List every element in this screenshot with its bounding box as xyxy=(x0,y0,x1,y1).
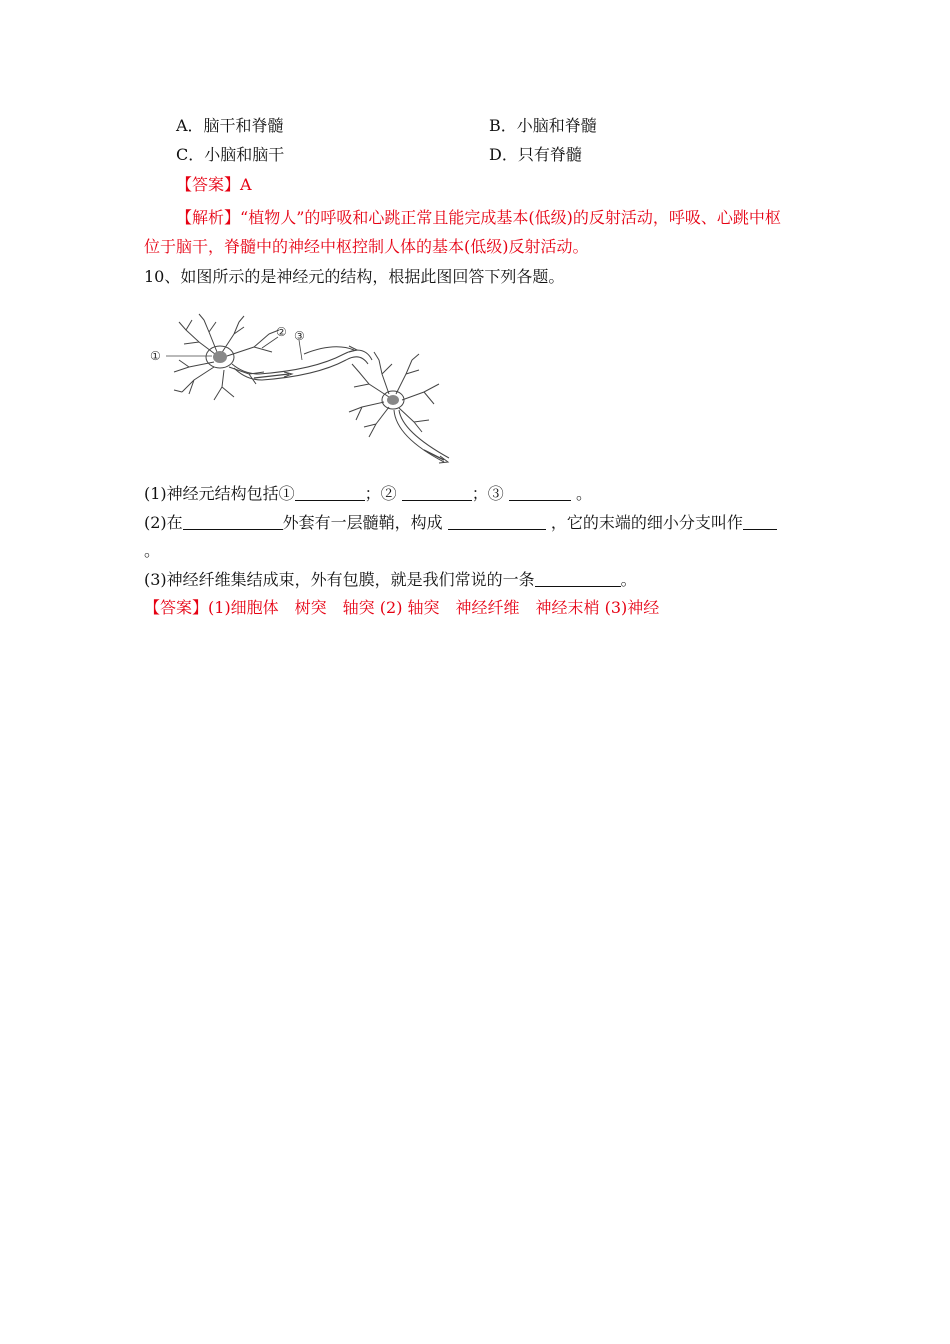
q10-sub2 xyxy=(144,512,777,534)
option-c: C．小脑和脑干 xyxy=(176,145,285,164)
sub2-text-c: ，它的末端的细小分支叫作 xyxy=(550,513,743,532)
sub3-text-a: (3)神经纤维集结成束，外有包膜，就是我们常说的一条 xyxy=(144,570,535,589)
blank-6[interactable] xyxy=(743,513,777,530)
neuron-diagram xyxy=(144,312,464,472)
q9-explanation-line2: 位于脑干，脊髓中的神经中枢控制人体的基本(低级)反射活动。 xyxy=(144,237,589,256)
label-2: ② xyxy=(276,325,287,339)
answer-label: 【答案】 xyxy=(176,175,241,194)
answer-value: (1)细胞体 树突 轴突 (2) 轴突 神经纤维 神经末梢 (3)神经 xyxy=(208,598,660,617)
sub1-text-c: ；③ xyxy=(471,484,504,503)
q9-answer xyxy=(176,174,252,196)
sub2-text-b: 外套有一层髓鞘，构成 xyxy=(282,513,443,532)
sub1-text-b: ；② xyxy=(364,484,397,503)
q10-answer xyxy=(144,597,659,619)
blank-4[interactable] xyxy=(183,513,283,530)
label-3: ③ xyxy=(294,329,305,343)
q10-stem: 10、如图所示的是神经元的结构，根据此图回答下列各题。 xyxy=(144,267,565,286)
blank-2[interactable] xyxy=(402,484,472,501)
sub1-text-a: (1)神经元结构包括① xyxy=(144,484,295,503)
answer-label: 【答案】 xyxy=(144,598,209,617)
blank-7[interactable] xyxy=(535,570,621,587)
sub1-text-d: 。 xyxy=(575,484,592,503)
q10-sub3 xyxy=(144,569,637,591)
explanation-text-1: “植物人”的呼吸和心跳正常且能完成基本(低级)的反射活动，呼吸、心跳中枢 xyxy=(240,208,781,227)
option-d: D．只有脊髓 xyxy=(489,145,582,164)
blank-1[interactable] xyxy=(295,484,365,501)
blank-5[interactable] xyxy=(448,513,546,530)
sub3-text-b: 。 xyxy=(620,570,637,589)
option-a: A．脑干和脊髓 xyxy=(176,116,284,135)
q10-sub1 xyxy=(144,483,592,505)
sub2-text-a: (2)在 xyxy=(144,513,183,532)
q10-sub2-cont: 。 xyxy=(144,541,161,560)
blank-3[interactable] xyxy=(509,484,571,501)
explanation-label: 【解析】 xyxy=(176,208,241,227)
label-1: ① xyxy=(150,349,161,363)
q9-explanation-line1 xyxy=(176,207,781,229)
option-b: B．小脑和脊髓 xyxy=(489,116,597,135)
answer-value: A xyxy=(240,175,252,194)
